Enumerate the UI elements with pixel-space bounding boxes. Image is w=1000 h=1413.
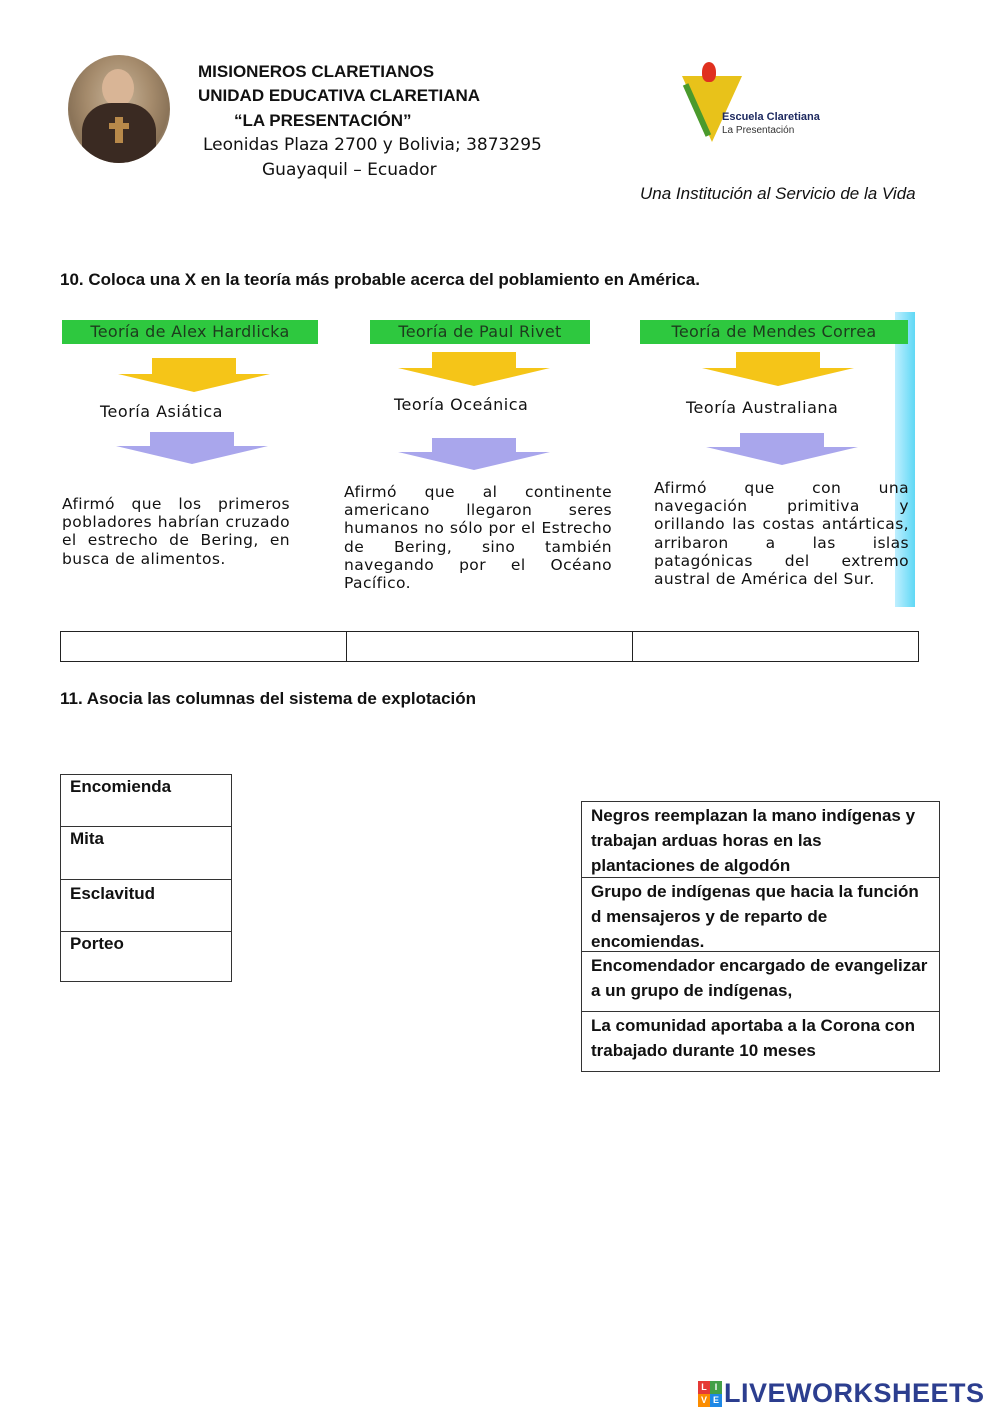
founder-portrait bbox=[68, 55, 170, 163]
down-arrow-icon bbox=[398, 452, 550, 470]
right-item-1[interactable]: Negros reemplazan la mano indígenas y trabajan arduas horas en las plantaciones de algodón bbox=[582, 802, 939, 878]
theory-subtitle-australiana: Teoría Australiana bbox=[686, 398, 839, 417]
theory-desc-correa: Afirmó que con una navegación primitiva y orillando las costas antárticas, arribaron a las islas patagónicas del extremo austral de América del Sur. bbox=[654, 479, 909, 589]
logo-subtitle: La Presentación bbox=[722, 125, 795, 136]
question-11-prompt: 11. Asocia las columnas del sistema de explotación bbox=[60, 689, 477, 708]
right-column bbox=[581, 801, 940, 1072]
left-item-mita[interactable]: Mita bbox=[61, 827, 231, 880]
org-name: MISIONEROS CLARETIANOS bbox=[198, 62, 435, 81]
answer-cell-rivet[interactable] bbox=[347, 632, 633, 661]
theory-subtitle-asiatica: Teoría Asiática bbox=[100, 402, 223, 421]
left-column bbox=[60, 774, 232, 982]
liveworksheets-icon: L I V E bbox=[698, 1381, 722, 1407]
theory-title-hardlicka: Teoría de Alex Hardlicka bbox=[62, 320, 318, 344]
answer-row bbox=[60, 631, 919, 662]
right-item-2[interactable]: Grupo de indígenas que hacia la función d mensajeros y de reparto de encomiendas. bbox=[582, 878, 939, 952]
liveworksheets-logo bbox=[698, 1378, 985, 1409]
school-address: Leonidas Plaza 2700 y Bolivia; 3873295 bbox=[203, 135, 542, 155]
theory-title-rivet: Teoría de Paul Rivet bbox=[370, 320, 590, 344]
left-item-esclavitud[interactable]: Esclavitud bbox=[61, 880, 231, 932]
theory-desc-hardlicka: Afirmó que los primeros pobladores habrían cruzado el estrecho de Bering, en busca de alimentos. bbox=[62, 495, 290, 568]
down-arrow-icon bbox=[706, 447, 858, 465]
theory-desc-rivet: Afirmó que al continente americano llegaron seres humanos no sólo por el Estrecho de Bering, sino también navegando por el Océano Pacífico. bbox=[344, 483, 612, 593]
question-10-prompt: 10. Coloca una X en la teoría más probable acerca del poblamiento en América. bbox=[60, 270, 700, 289]
left-item-encomienda[interactable]: Encomienda bbox=[61, 775, 231, 827]
slogan: Una Institución al Servicio de la Vida bbox=[640, 184, 916, 203]
answer-cell-hardlicka[interactable] bbox=[61, 632, 347, 661]
school-logo bbox=[680, 58, 840, 148]
down-arrow-icon bbox=[702, 368, 854, 386]
down-arrow-icon bbox=[118, 374, 270, 392]
school-city: Guayaquil – Ecuador bbox=[262, 160, 437, 180]
liveworksheets-brand: LIVEWORKSHEETS bbox=[724, 1378, 985, 1408]
theory-title-correa: Teoría de Mendes Correa bbox=[640, 320, 908, 344]
school-name: UNIDAD EDUCATIVA CLARETIANA bbox=[198, 86, 481, 105]
school-subname: “LA PRESENTACIÓN” bbox=[234, 111, 412, 130]
answer-cell-correa[interactable] bbox=[633, 632, 918, 661]
right-item-4[interactable]: La comunidad aportaba a la Corona con trabajado durante 10 meses bbox=[591, 1016, 915, 1060]
left-item-porteo[interactable]: Porteo bbox=[70, 934, 124, 953]
right-item-3[interactable]: Encomendador encargado de evangelizar a un grupo de indígenas, bbox=[582, 952, 939, 1012]
down-arrow-icon bbox=[116, 446, 268, 464]
torch-flame-icon bbox=[702, 62, 716, 82]
down-arrow-icon bbox=[398, 368, 550, 386]
theory-subtitle-oceanica: Teoría Oceánica bbox=[394, 395, 529, 414]
logo-title: Escuela Claretiana bbox=[722, 111, 820, 123]
